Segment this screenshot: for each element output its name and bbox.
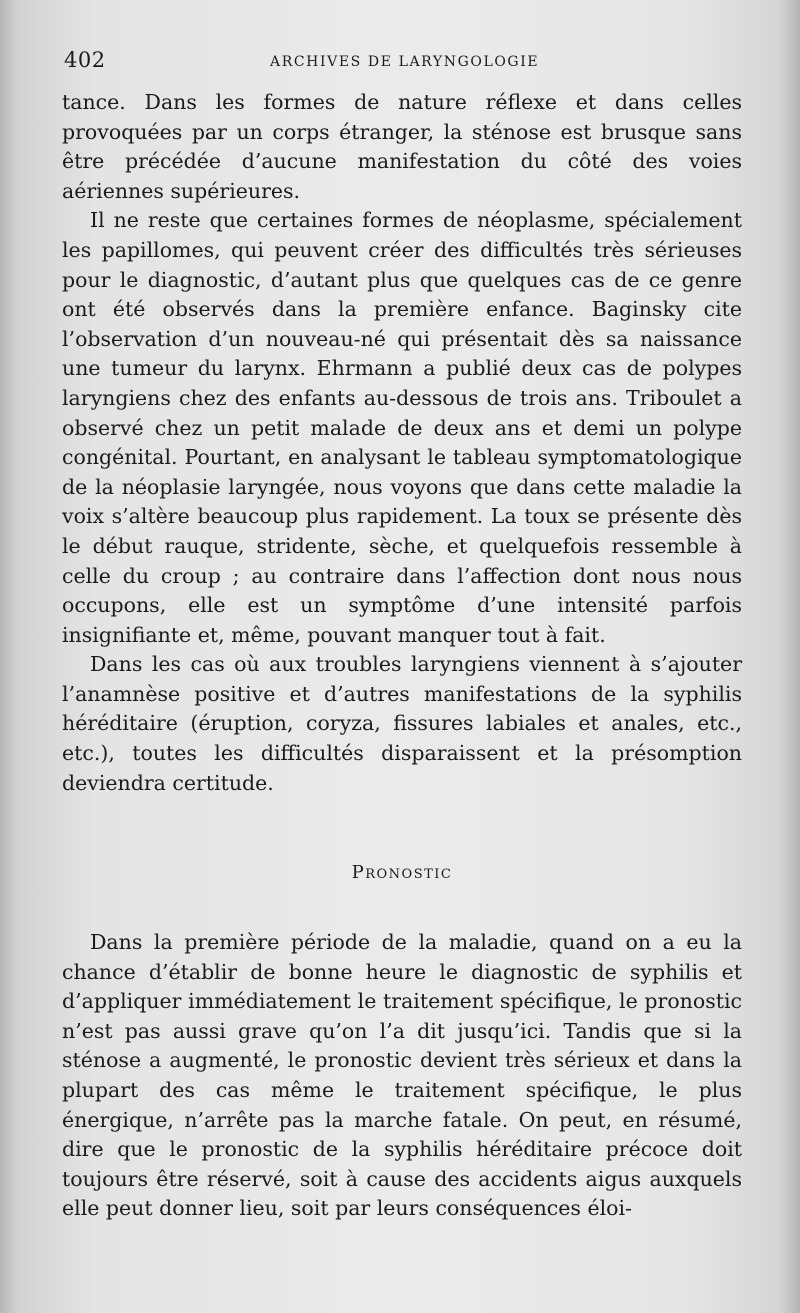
page-header <box>62 46 752 76</box>
page-edge-shadow-right <box>778 0 800 1313</box>
page-edge-shadow-left <box>0 0 18 1313</box>
paragraph-neoplasm: Il ne reste que certaines formes de néoplasme, spécialement les papillomes, qui peuvent créer des difficultés très sérieuses pour le diagnostic, d’autant plus que quelques cas de ce genre ont été observés dans la première enfance. Baginsky cite l’observation d’un nouveau-né qui présentait dès sa naissance une tumeur du larynx. Ehrmann a publié deux cas de polypes laryngiens chez des enfants au-dessous de trois ans. Triboulet a observé chez un petit malade de deux ans et demi un polype congénital. Pourtant, en analysant le tableau symptomatologique de la néoplasie laryngée, nous voyons que dans cette maladie la voix s’altère beaucoup plus rapidement. La toux se présente dès le début rauque, stridente, sèche, et quelquefois ressemble à celle du croup ; au contraire dans l’affection dont nous nous occupons, elle est un symptôme d’une intensité parfois insignifiante et, même, pouvant manquer tout à fait. <box>62 208 742 647</box>
section-body-text <box>62 928 742 1224</box>
paragraph-continuation: tance. Dans les formes de nature réflexe et dans celles provoquées par un corps étranger, la sténose est brusque sans être précédée d’aucune manifestation du côté des voies aériennes supérieures. <box>62 90 742 203</box>
running-title: ARCHIVES DE LARYNGOLOGIE <box>270 54 540 70</box>
paragraph-anamnesis: Dans les cas où aux troubles laryngiens viennent à s’ajouter l’anamnèse positive et d’autres manifestations de la syphilis héréditaire (éruption, coryza, fissures labiales et anales, etc., etc.), toutes les difficultés disparaissent et la présomption deviendra certitude. <box>62 652 742 795</box>
section-heading: Pronostic <box>351 862 453 883</box>
body-text <box>62 88 742 798</box>
page-number: 402 <box>64 48 106 72</box>
paragraph-prognosis: Dans la première période de la maladie, quand on a eu la chance d’établir de bonne heure le diagnostic de syphilis et d’appliquer immédiatement le traitement spécifique, le pronostic n’est pas aussi grave qu’on l’a dit jusqu’ici. Tandis que si la sténose a augmenté, le pronostic devient très sérieux et dans la plupart des cas même le traitement spécifique, le plus énergique, n’arrête pas la marche fatale. On peut, en résumé, dire que le pronostic de la syphilis héréditaire précoce doit toujours être réservé, soit à cause des accidents aigus auxquels elle peut donner lieu, soit par leurs conséquences éloi- <box>62 930 742 1221</box>
